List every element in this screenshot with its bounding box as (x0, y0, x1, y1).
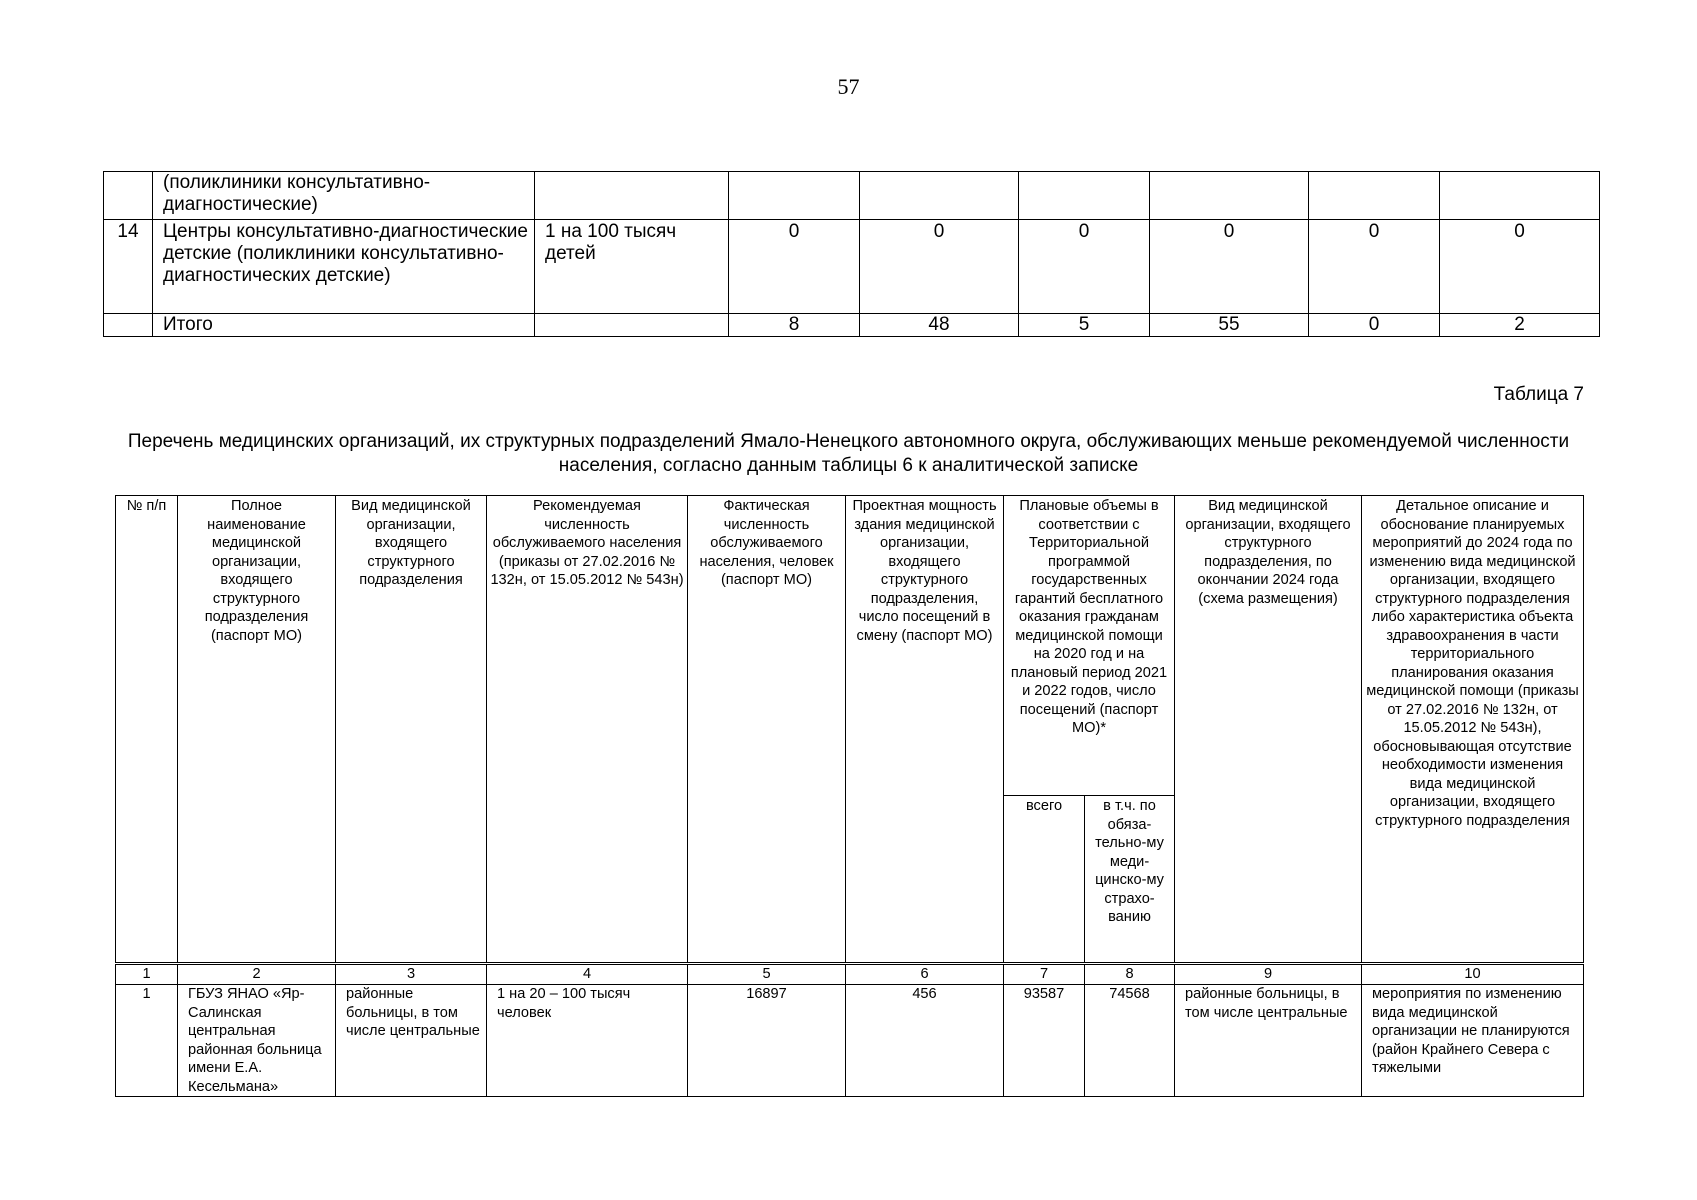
medical-organizations-table (115, 495, 1584, 1097)
table-row-total (104, 314, 1600, 337)
row-value: 0 (729, 220, 860, 314)
table-label: Таблица 7 (1493, 384, 1584, 405)
row-capacity: 456 (846, 985, 1004, 1097)
header-description: Детальное описание и обоснование планируемых мероприятий до 2024 года по изменению вида медицинской организации, входящего структурного подразделения либо характеристика объекта здравоохранения в части территориального планирования оказания медицинской помощи (приказы от 27.02.2016 № 132н, от 15.05.2012 № 543н), обосновывающая отсутствие необходимости изменения вида медицинской организации, входящего структурного подразделения (1362, 496, 1584, 964)
column-numbers-row (116, 964, 1584, 985)
column-number: 5 (688, 964, 846, 985)
row-number (104, 172, 153, 220)
row-kind: районные больницы, в том числе центральные (336, 985, 487, 1097)
row-norm (535, 314, 729, 337)
table-title: Перечень медицинских организаций, их структурных подразделений Ямало-Ненецкого автономного округа, обслуживающих меньше рекомендуемой численности населения, согласно данным таблицы 6 к аналитической записке (127, 431, 1570, 476)
header-kind-2024: Вид медицинской организации, входящего структурного подразделения, по окончании 2024 года (схема размещения) (1175, 496, 1362, 964)
row-value (1309, 172, 1440, 220)
row-actual: 16897 (688, 985, 846, 1097)
row-value: 55 (1150, 314, 1309, 337)
row-name: Центры консультативно-диагностические детские (поликлиники консультативно-диагностических детские) (153, 220, 535, 314)
page-number: 57 (837, 74, 860, 99)
row-value: 0 (1019, 220, 1150, 314)
column-number: 7 (1004, 964, 1085, 985)
row-kind-2024: районные больницы, в том числе центральные (1175, 985, 1362, 1097)
row-name: Итого (153, 314, 535, 337)
row-value (860, 172, 1019, 220)
table-row (104, 220, 1600, 314)
row-value: 8 (729, 314, 860, 337)
column-number: 10 (1362, 964, 1584, 985)
header-planned-total: всего (1004, 796, 1085, 964)
row-value: 0 (1309, 314, 1440, 337)
header-full-name: Полное наименование медицинской организации, входящего структурного подразделения (паспорт МО) (178, 496, 336, 964)
header-planned-oms: в т.ч. по обяза-тельно-му меди-цинско-му страхо-ванию (1085, 796, 1175, 964)
row-name: (поликлиники консультативно-диагностические) (153, 172, 535, 220)
column-number: 1 (116, 964, 178, 985)
row-norm: 1 на 100 тысяч детей (535, 220, 729, 314)
row-value: 0 (1440, 220, 1600, 314)
column-number: 9 (1175, 964, 1362, 985)
row-full-name: ГБУЗ ЯНАО «Яр-Салинская центральная районная больница имени Е.А. Кесельмана» (178, 985, 336, 1097)
row-value (729, 172, 860, 220)
header-capacity: Проектная мощность здания медицинской организации, входящего структурного подразделения, число посещений в смену (паспорт МО) (846, 496, 1004, 964)
header-num: № п/п (116, 496, 178, 964)
row-value: 0 (1309, 220, 1440, 314)
column-number: 3 (336, 964, 487, 985)
header-actual: Фактическая численность обслуживаемого населения, человек (паспорт МО) (688, 496, 846, 964)
row-value: 2 (1440, 314, 1600, 337)
row-value: 5 (1019, 314, 1150, 337)
header-kind: Вид медицинской организации, входящего структурного подразделения (336, 496, 487, 964)
row-value: 48 (860, 314, 1019, 337)
row-number: 1 (116, 985, 178, 1097)
row-number: 14 (104, 220, 153, 314)
table-row (116, 985, 1584, 1097)
header-planned: Плановые объемы в соответствии с Территориальной программой государственных гарантий бесплатного оказания гражданам медицинской помощи на 2020 год и на плановый период 2021 и 2022 годов, число посещений (паспорт МО)* (1004, 496, 1175, 796)
header-recommended: Рекомендуемая численность обслуживаемого населения (приказы от 27.02.2016 № 132н, от 15.05.2012 № 543н) (487, 496, 688, 964)
column-number: 6 (846, 964, 1004, 985)
row-value (1150, 172, 1309, 220)
row-value: 0 (1150, 220, 1309, 314)
row-value (1440, 172, 1600, 220)
column-number: 4 (487, 964, 688, 985)
row-number (104, 314, 153, 337)
row-planned-oms: 74568 (1085, 985, 1175, 1097)
header-row (116, 496, 1584, 796)
row-value (1019, 172, 1150, 220)
row-norm (535, 172, 729, 220)
column-number: 2 (178, 964, 336, 985)
row-planned-total: 93587 (1004, 985, 1085, 1097)
column-number: 8 (1085, 964, 1175, 985)
row-value: 0 (860, 220, 1019, 314)
table-row (104, 172, 1600, 220)
continuation-table (103, 171, 1600, 337)
row-description: мероприятия по изменению вида медицинской организации не планируются (район Крайнего Севера с тяжелыми (1362, 985, 1584, 1097)
row-recommended: 1 на 20 – 100 тысяч человек (487, 985, 688, 1097)
